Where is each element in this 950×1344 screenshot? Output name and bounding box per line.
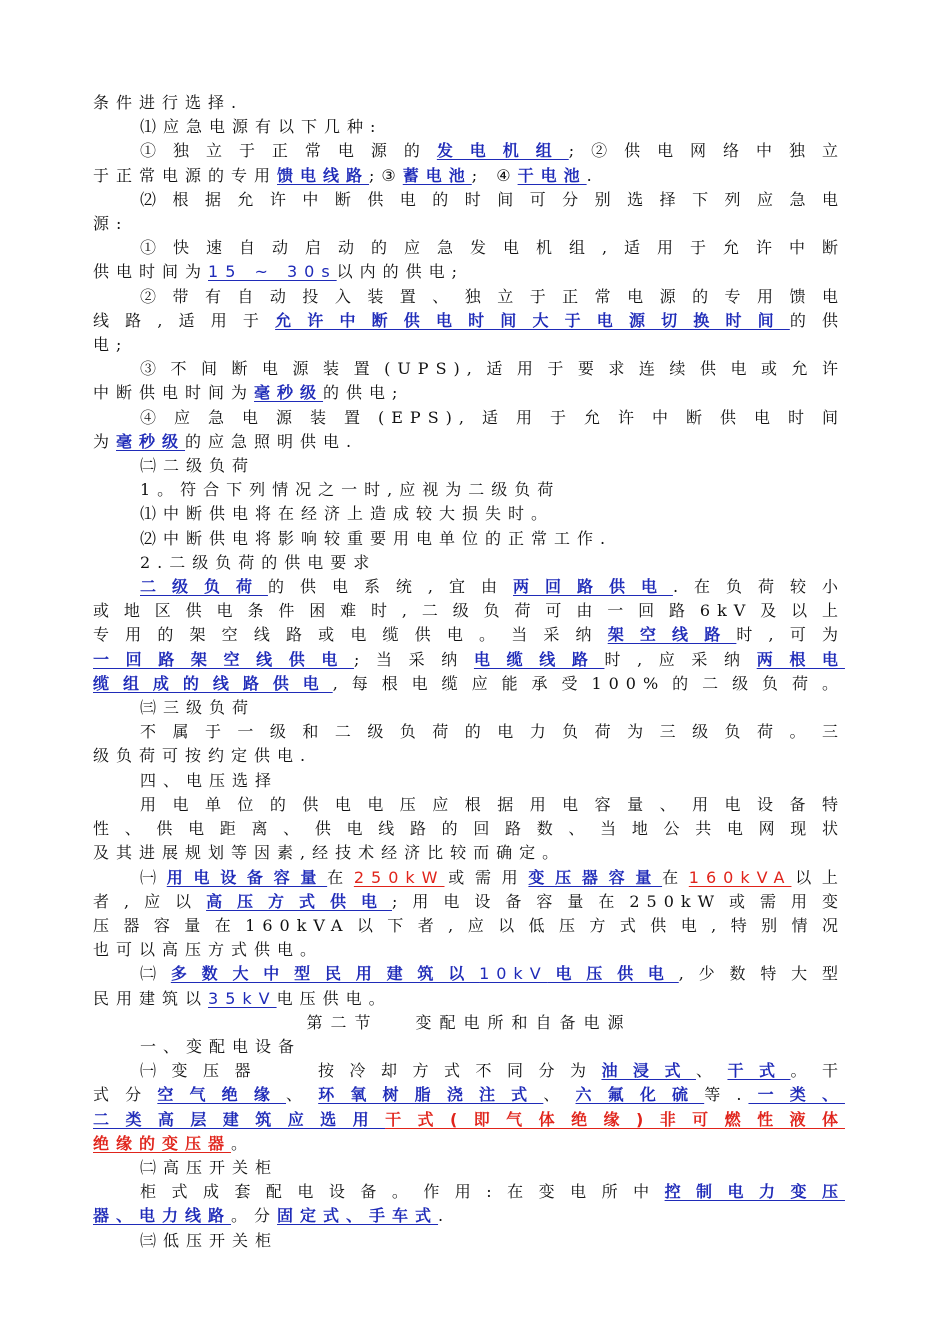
highlighted-term: 高压方式供电 bbox=[206, 891, 393, 911]
text-segment: 电压供电。 bbox=[276, 988, 392, 1008]
text-segment: ③不间断电源装置(UPS),适用于要求连续供电或允许 bbox=[140, 359, 845, 379]
highlighted-term: 二类高层建筑应选用 bbox=[93, 1109, 386, 1129]
text-segment: ㈡高压开关柜 bbox=[140, 1157, 279, 1177]
text-segment: 1。符合下列情况之一时,应视为二级负荷 bbox=[140, 480, 561, 500]
highlighted-term: 变压器容量 bbox=[528, 867, 663, 887]
text-line bbox=[93, 478, 845, 502]
text-line bbox=[93, 938, 845, 962]
text-segment: 也可以高压方式供电。 bbox=[93, 940, 324, 960]
text-line bbox=[93, 551, 845, 575]
text-segment: 不属于一级和二级负荷的电力负荷为三级负荷。三 bbox=[140, 722, 845, 742]
highlighted-term: 电缆线路 bbox=[473, 649, 605, 669]
text-line bbox=[93, 1059, 845, 1083]
text-segment: 民用建筑以 bbox=[93, 988, 209, 1008]
text-line bbox=[93, 430, 845, 454]
text-line bbox=[93, 720, 845, 744]
text-line bbox=[93, 962, 845, 986]
text-line bbox=[93, 623, 845, 647]
highlighted-term: 毫秒级 bbox=[116, 431, 186, 451]
text-line bbox=[93, 188, 845, 212]
highlighted-term: 一类、 bbox=[748, 1085, 845, 1105]
text-segment: 者,应以 bbox=[93, 891, 207, 911]
text-segment: 。干 bbox=[790, 1061, 845, 1081]
highlighted-term: 10kV bbox=[479, 964, 548, 984]
text-segment: ;②供电网络中独立 bbox=[568, 141, 845, 161]
text-segment: 及其进展规划等因素,经技术经济比较而确定。 bbox=[93, 843, 566, 863]
text-segment: ;③ bbox=[369, 165, 403, 185]
highlighted-term: 160kVA bbox=[688, 867, 792, 887]
highlighted-term: 控制电力变压 bbox=[664, 1182, 845, 1202]
highlighted-term: 油浸式 bbox=[601, 1061, 696, 1081]
text-line bbox=[93, 817, 845, 841]
highlighted-term: 绝缘的变压器 bbox=[93, 1133, 232, 1153]
text-line bbox=[93, 333, 845, 357]
text-segment: 、 bbox=[543, 1085, 576, 1105]
text-segment: 在 bbox=[662, 867, 689, 887]
text-segment: 等. bbox=[704, 1085, 749, 1105]
text-line bbox=[93, 744, 845, 768]
text-line bbox=[93, 454, 845, 478]
text-segment: 。 bbox=[231, 1133, 255, 1153]
text-line bbox=[93, 648, 845, 672]
text-line bbox=[93, 914, 845, 938]
text-segment: ㈠ bbox=[140, 867, 167, 887]
text-segment: 中断供电时间为 bbox=[93, 383, 255, 403]
text-segment: 于正常电源的专用 bbox=[93, 165, 278, 185]
highlighted-term: 35kV bbox=[208, 988, 277, 1008]
text-segment: 式分 bbox=[93, 1085, 158, 1105]
highlighted-term: 允许中断供电时间大于电源切换时间 bbox=[275, 310, 790, 330]
highlighted-term: 发电机组 bbox=[436, 141, 569, 161]
text-segment: 一、变配电设备 bbox=[140, 1036, 302, 1056]
highlighted-term: 缆组成的线路供电 bbox=[93, 673, 333, 693]
text-segment: ⑴应急电源有以下几种: bbox=[140, 117, 383, 137]
document-page bbox=[93, 91, 845, 1253]
text-line bbox=[93, 1132, 845, 1156]
highlighted-term: 15 ~ 30s bbox=[208, 262, 337, 282]
text-segment: .在负荷较小 bbox=[672, 577, 845, 597]
text-segment: 用电单位的供电电压应根据用电容量、用电设备特 bbox=[140, 794, 845, 814]
text-line bbox=[93, 212, 845, 236]
text-segment: ;当采纳 bbox=[354, 649, 474, 669]
text-segment: 条件进行选择. bbox=[93, 93, 244, 112]
highlighted-term: 用电设备容量 bbox=[166, 867, 328, 887]
text-segment: 。分 bbox=[231, 1206, 278, 1226]
text-line bbox=[93, 285, 845, 309]
text-segment: ㈠变压器 按冷却方式不同分为 bbox=[140, 1061, 602, 1081]
text-line bbox=[93, 890, 845, 914]
text-segment: 的供电系统,宜由 bbox=[267, 577, 513, 597]
text-segment: ②带有自动投入装置、独立于正常电源的专用馈电 bbox=[140, 286, 845, 306]
text-segment: ; ④ bbox=[471, 165, 518, 185]
text-segment: ①独立于正常电源的 bbox=[140, 141, 437, 161]
text-line bbox=[93, 406, 845, 430]
text-segment: 的供 bbox=[789, 310, 845, 330]
text-segment: ㈢低压开关柜 bbox=[140, 1230, 279, 1250]
text-line bbox=[93, 1156, 845, 1180]
text-segment: 时,可为 bbox=[736, 625, 845, 645]
text-line bbox=[93, 502, 845, 526]
text-line bbox=[93, 1035, 845, 1059]
text-segment: ㈢三级负荷 bbox=[140, 698, 256, 718]
text-line bbox=[93, 575, 845, 599]
text-segment: ①快速自动启动的应急发电机组,适用于允许中断 bbox=[140, 238, 845, 258]
text-segment: 专用的架空线路或电缆供电。当采纳 bbox=[93, 625, 608, 645]
text-line bbox=[93, 381, 845, 405]
highlighted-term: 固定式、手车式 bbox=[277, 1206, 439, 1226]
text-line bbox=[93, 793, 845, 817]
highlighted-term: 空气绝缘 bbox=[157, 1085, 287, 1105]
highlighted-term: 六氟化硫 bbox=[575, 1085, 705, 1105]
text-line bbox=[93, 236, 845, 260]
text-segment: . bbox=[586, 165, 599, 185]
text-segment: 或地区供电条件困难时,二级负荷可由一回路6kV及以上 bbox=[93, 601, 845, 621]
text-segment: . bbox=[438, 1206, 451, 1226]
text-segment: 线路,适用于 bbox=[93, 310, 276, 330]
text-segment: 级负荷可按约定供电. bbox=[93, 746, 313, 766]
text-segment: 四、电压选择 bbox=[140, 770, 279, 790]
highlighted-term: 两根电 bbox=[756, 649, 845, 669]
text-segment: 、 bbox=[286, 1085, 319, 1105]
text-line bbox=[93, 841, 845, 865]
text-segment: 时,应采纳 bbox=[604, 649, 757, 669]
text-line bbox=[93, 1180, 845, 1204]
text-segment: 柜式成套配电设备。作用:在变电所中 bbox=[140, 1182, 665, 1202]
text-line bbox=[93, 1204, 845, 1228]
text-segment: 源: bbox=[93, 214, 129, 234]
highlighted-term: 馈电线路 bbox=[277, 165, 370, 185]
text-line bbox=[93, 91, 845, 115]
text-segment: 压器容量在160kVA以下者,应以低压方式供电,特别情况 bbox=[93, 915, 845, 935]
text-line bbox=[93, 1229, 845, 1253]
text-segment: 以上 bbox=[791, 867, 845, 887]
text-segment: 2.二级负荷的供电要求 bbox=[140, 552, 377, 572]
text-line bbox=[93, 987, 845, 1011]
text-segment: 、 bbox=[695, 1061, 728, 1081]
text-line bbox=[93, 599, 845, 623]
highlighted-term: 干式 bbox=[727, 1061, 791, 1081]
text-segment: ;用电设备容量在250kW或需用变 bbox=[392, 891, 845, 911]
text-line bbox=[93, 527, 845, 551]
text-segment: ⑵中断供电将影响较重要用电单位的正常工作. bbox=[140, 528, 613, 548]
text-segment: ,每根电缆应能承受100%的二级负荷。 bbox=[332, 673, 845, 693]
text-line bbox=[93, 309, 845, 333]
text-line bbox=[93, 672, 845, 696]
text-line bbox=[93, 769, 845, 793]
highlighted-term: 多数大中型民用建筑以 bbox=[170, 964, 480, 984]
text-segment: 的应急照明供电. bbox=[185, 431, 359, 451]
text-segment: 性、供电距离、供电线路的回路数、当地公共电网现状 bbox=[93, 819, 845, 839]
text-segment: 电; bbox=[93, 335, 129, 355]
highlighted-term: 蓄电池 bbox=[402, 165, 472, 185]
text-line bbox=[93, 115, 845, 139]
text-line bbox=[93, 866, 845, 890]
highlighted-term: 干电池 bbox=[517, 165, 587, 185]
text-line bbox=[93, 164, 845, 188]
highlighted-term: 架空线路 bbox=[607, 625, 737, 645]
text-segment: 在 bbox=[327, 867, 354, 887]
highlighted-term: 二级负荷 bbox=[140, 577, 268, 597]
text-segment: ㈡二级负荷 bbox=[140, 456, 256, 476]
text-segment: ⑴中断供电将在经济上造成较大损失时。 bbox=[140, 504, 555, 524]
text-line bbox=[93, 357, 845, 381]
highlighted-term: 环氧树脂浇注式 bbox=[318, 1085, 544, 1105]
highlighted-term: 干式(即气体绝缘)非可燃性液体 bbox=[385, 1109, 845, 1129]
text-line bbox=[93, 260, 845, 284]
highlighted-term: 两回路供电 bbox=[512, 577, 673, 597]
text-segment: 以内的供电; bbox=[336, 262, 465, 282]
text-line bbox=[93, 139, 845, 163]
text-segment: 为 bbox=[93, 431, 117, 451]
text-segment: ㈡ bbox=[140, 964, 171, 984]
highlighted-term: 电压供电 bbox=[547, 964, 679, 984]
text-segment: ⑵根据允许中断供电的时间可分别选择下列应急电 bbox=[140, 189, 845, 209]
text-segment: 供电时间为 bbox=[93, 262, 209, 282]
text-segment: 第二节 变配电所和自备电源 bbox=[306, 1012, 632, 1032]
highlighted-term: 毫秒级 bbox=[254, 383, 324, 403]
highlighted-term: 器、电力线路 bbox=[93, 1206, 232, 1226]
text-line bbox=[93, 1108, 845, 1132]
text-segment: ,少数特大型 bbox=[678, 964, 845, 984]
text-segment: 或需用 bbox=[444, 867, 529, 887]
highlighted-term: 一回路架空线供电 bbox=[93, 649, 355, 669]
text-line bbox=[93, 1083, 845, 1107]
text-segment: ④应急电源装置(EPS),适用于允许中断供电时间 bbox=[140, 407, 845, 427]
text-line bbox=[93, 696, 845, 720]
highlighted-term: 250kW bbox=[353, 867, 445, 887]
text-line bbox=[93, 1011, 845, 1035]
text-segment: 的供电; bbox=[323, 383, 405, 403]
